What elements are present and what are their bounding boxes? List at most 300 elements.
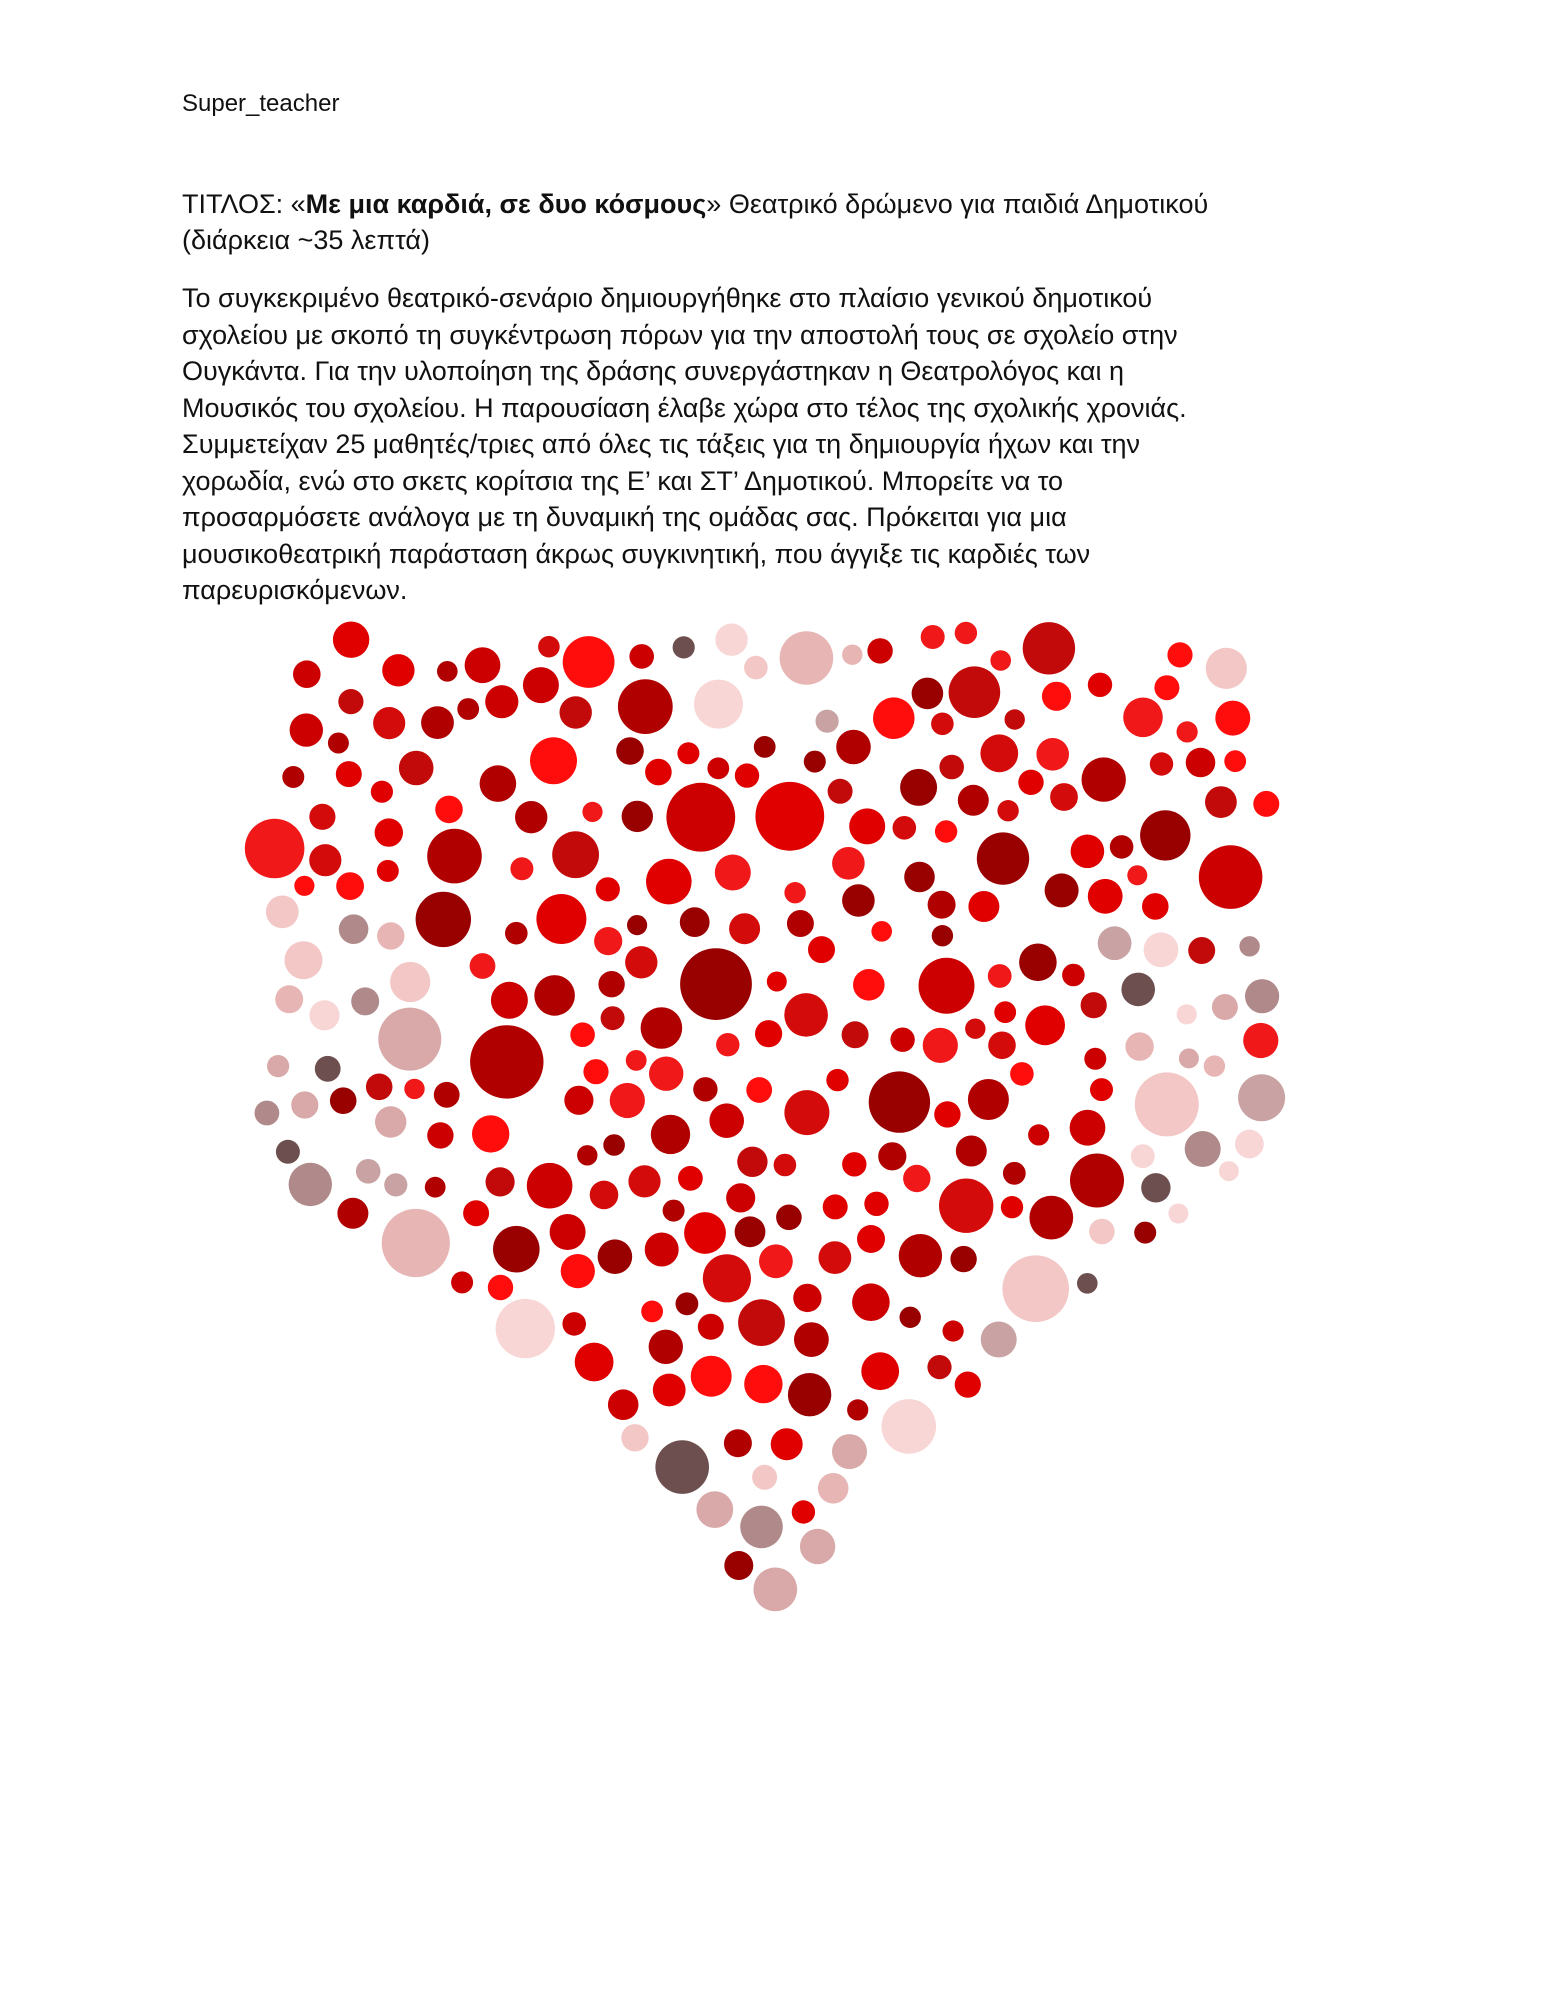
heart-dot — [842, 1152, 866, 1176]
heart-dot — [266, 896, 299, 929]
heart-dot — [1071, 835, 1105, 869]
author-name: Super_teacher — [182, 90, 340, 117]
heart-dot — [336, 872, 364, 900]
heart-dot — [988, 964, 1012, 988]
heart-dot — [744, 656, 768, 680]
heart-dot — [816, 710, 839, 733]
heart-dot — [293, 660, 321, 688]
heart-dot — [480, 765, 517, 802]
heart-dot — [338, 689, 363, 714]
heart-dot — [575, 1343, 614, 1382]
heart-dot — [949, 666, 1001, 718]
heart-dot — [968, 1079, 1009, 1120]
heart-dot — [1023, 622, 1075, 674]
heart-dot — [1243, 1023, 1278, 1058]
heart-dot — [729, 913, 760, 944]
heart-dot — [869, 1071, 930, 1132]
heart-dot — [900, 769, 937, 806]
heart-dot — [873, 697, 915, 739]
heart-dot — [715, 855, 751, 891]
heart-dot — [794, 1322, 829, 1357]
heart-dot — [1140, 810, 1190, 860]
heart-dot — [1003, 1162, 1026, 1185]
heart-dot — [1125, 1032, 1153, 1060]
heart-dot — [375, 818, 403, 846]
heart-dot — [988, 1032, 1016, 1060]
heart-dot — [434, 1082, 460, 1108]
heart-dot — [538, 636, 560, 658]
heart-dot — [1110, 835, 1134, 859]
heart-dot — [351, 987, 379, 1015]
heart-dot — [649, 1057, 683, 1091]
heart-dot — [527, 1163, 573, 1209]
heart-dot — [1018, 770, 1043, 795]
heart-dot — [696, 1491, 733, 1528]
heart-dots-graphic — [180, 620, 1350, 1820]
heart-dot — [315, 1056, 341, 1082]
heart-dot — [282, 766, 304, 788]
heart-dot — [994, 1001, 1016, 1023]
heart-dot — [1121, 973, 1155, 1007]
heart-dot — [867, 638, 892, 663]
heart-dot — [716, 1033, 739, 1056]
heart-dot — [943, 1320, 964, 1341]
heart-dot — [678, 1166, 703, 1191]
heart-dot — [746, 1077, 772, 1103]
heart-dot — [878, 1142, 906, 1170]
heart-dot — [1235, 1130, 1264, 1159]
heart-dot — [1177, 721, 1198, 742]
heart-dot — [1082, 757, 1126, 801]
heart-dot — [788, 1373, 831, 1416]
heart-dot — [435, 796, 463, 824]
heart-dot — [560, 696, 592, 728]
heart-dot — [923, 1028, 958, 1063]
heart-dot — [267, 1055, 289, 1077]
heart-dot — [928, 891, 956, 919]
heart-dot — [594, 927, 622, 955]
heart-dot — [1245, 979, 1279, 1013]
heart-dot — [808, 936, 835, 963]
heart-dot — [864, 1192, 888, 1216]
intro-line: χορωδία, ενώ στο σκετς κορίτσια της Ε’ και ΣΤ’ Δημοτικού. Μπορείτε να το — [182, 465, 1064, 496]
heart-dot — [1206, 648, 1247, 689]
heart-dot — [735, 763, 759, 787]
heart-dot — [666, 783, 735, 852]
heart-dot — [1238, 1074, 1285, 1121]
heart-dot — [903, 1165, 930, 1192]
heart-dot — [622, 801, 653, 832]
heart-dot — [899, 1234, 942, 1277]
heart-dot — [1239, 936, 1259, 956]
heart-dot — [1144, 932, 1179, 967]
heart-dot — [1001, 1196, 1023, 1218]
heart-dot — [784, 1090, 829, 1135]
heart-dot — [536, 894, 586, 944]
heart-dot — [1253, 791, 1279, 817]
heart-dot — [1090, 1078, 1113, 1101]
heart-dot — [950, 1246, 976, 1272]
heart-dot — [832, 1434, 867, 1469]
intro-line: Συμμετείχαν 25 μαθητές/τριες από όλες τις τάξεις για τη δημιουργία ήχων και την — [182, 429, 1141, 459]
heart-dot — [842, 1021, 869, 1048]
heart-dot — [641, 1301, 663, 1323]
heart-illustration — [180, 620, 1350, 1820]
heart-dot — [956, 1136, 987, 1167]
heart-dot — [842, 645, 862, 665]
heart-dot — [738, 1299, 785, 1346]
heart-dot — [663, 1200, 685, 1222]
heart-dot — [653, 1374, 686, 1407]
intro-line: μουσικοθεατρική παράσταση άκρως συγκινητική, που άγγιξε τις καρδιές των — [182, 538, 1091, 569]
heart-dot — [919, 958, 975, 1014]
heart-dot — [470, 1025, 543, 1098]
heart-dot — [852, 1283, 890, 1321]
heart-dot — [1135, 1072, 1199, 1136]
heart-dot — [561, 1254, 595, 1288]
heart-dot — [275, 985, 303, 1013]
heart-dot — [1177, 1004, 1197, 1024]
heart-dot — [378, 1008, 441, 1071]
heart-dot — [291, 1091, 318, 1118]
heart-dot — [655, 1440, 709, 1494]
heart-dot — [955, 1372, 981, 1398]
heart-dot — [598, 1239, 633, 1274]
heart-dot — [784, 882, 805, 903]
intro-paragraph — [182, 280, 1292, 609]
heart-dot — [836, 730, 871, 765]
heart-dot — [726, 1183, 755, 1212]
heart-dot — [1098, 926, 1132, 960]
heart-dot — [693, 1077, 717, 1101]
heart-dot — [534, 975, 575, 1016]
heart-dot — [1204, 1055, 1225, 1076]
heart-dot — [754, 736, 776, 758]
heart-dot — [603, 1134, 625, 1156]
intro-line: Ουγκάντα. Για την υλοποίηση της δράσης συνεργάστηκαν η Θεατρολόγος και η — [182, 356, 1124, 386]
heart-dot — [562, 1312, 586, 1336]
heart-dot — [893, 816, 917, 840]
heart-dot — [1123, 698, 1163, 738]
heart-dot — [285, 941, 323, 979]
heart-dot — [530, 737, 577, 784]
heart-dot — [616, 737, 644, 765]
title-duration: (διάρκεια ~35 λεπτά) — [182, 225, 430, 255]
heart-dot — [404, 1079, 424, 1099]
heart-dot — [451, 1271, 473, 1293]
heart-dot — [328, 733, 349, 754]
heart-dot — [626, 1050, 647, 1071]
heart-dot — [912, 678, 944, 710]
heart-dot — [1131, 1144, 1155, 1168]
heart-dot — [931, 713, 954, 736]
heart-dot — [1150, 752, 1173, 775]
heart-dot — [309, 844, 341, 876]
heart-dot — [776, 1205, 802, 1231]
heart-dot — [645, 759, 672, 786]
heart-dot — [649, 1330, 683, 1364]
heart-dot — [1141, 1173, 1170, 1202]
heart-dot — [1028, 1124, 1049, 1145]
heart-dot — [1029, 1196, 1073, 1240]
heart-dot — [577, 1145, 597, 1165]
heart-dot — [437, 661, 458, 682]
heart-dot — [703, 1254, 751, 1302]
heart-dot — [309, 1000, 339, 1030]
heart-dot — [818, 1473, 849, 1504]
heart-dot — [564, 1086, 593, 1115]
heart-dot — [939, 1179, 993, 1233]
heart-dot — [590, 1181, 619, 1210]
heart-dot — [755, 1020, 782, 1047]
heart-dot — [900, 1307, 921, 1328]
heart-dot — [629, 644, 654, 669]
heart-dot — [641, 1007, 683, 1049]
heart-dot — [1050, 783, 1078, 811]
heart-dot — [601, 1006, 625, 1030]
heart-dot — [1224, 750, 1246, 772]
heart-dot — [793, 1284, 821, 1312]
title-line — [182, 186, 1382, 222]
heart-dot — [680, 948, 752, 1020]
heart-dot — [1212, 994, 1238, 1020]
intro-line: Το συγκεκριμένο θεατρικό-σενάριο δημιουργήθηκε στο πλαίσιο γενικού δημοτικού — [182, 283, 1153, 313]
heart-dot — [627, 915, 647, 935]
heart-dot — [421, 706, 454, 739]
heart-dot — [832, 847, 865, 880]
heart-dot — [563, 636, 615, 688]
heart-dot — [1077, 1273, 1098, 1294]
heart-dot — [792, 1500, 815, 1523]
heart-dot — [399, 751, 434, 786]
heart-dot — [488, 1275, 513, 1300]
heart-dot — [784, 993, 828, 1037]
heart-dot — [861, 1352, 899, 1390]
heart-dot — [680, 907, 710, 937]
heart-dot — [1089, 1219, 1115, 1245]
heart-dot — [1134, 1222, 1156, 1244]
heart-dot — [493, 1226, 540, 1273]
heart-dot — [737, 1147, 767, 1177]
heart-dot — [427, 829, 482, 884]
heart-dot — [608, 1389, 639, 1420]
title-prefix: ΤΙΤΛΟΣ: « — [182, 189, 306, 219]
heart-dot — [927, 1355, 951, 1379]
intro-line: Μουσικός του σχολείου. Η παρουσίαση έλαβε χώρα στο τέλος της σχολικής χρονιάς. — [182, 392, 1187, 423]
heart-dot — [457, 698, 479, 720]
heart-dot — [981, 1322, 1017, 1358]
heart-dot — [491, 982, 528, 1019]
heart-dot — [570, 1022, 595, 1047]
heart-dot — [1199, 845, 1263, 909]
heart-dot — [980, 734, 1018, 772]
heart-dot — [618, 679, 673, 734]
heart-dot — [1025, 1005, 1065, 1045]
heart-dot — [610, 1083, 645, 1118]
heart-dot — [857, 1225, 885, 1253]
heart-dot — [752, 1465, 777, 1490]
heart-dot — [1081, 992, 1107, 1018]
heart-dot — [921, 625, 945, 649]
heart-dot — [740, 1506, 783, 1549]
heart-dot — [373, 707, 405, 739]
heart-dot — [767, 972, 787, 992]
heart-dot — [882, 1399, 937, 1454]
heart-dot — [677, 742, 699, 764]
heart-dot — [384, 1173, 407, 1196]
heart-dot — [1186, 748, 1216, 778]
title-name: Με μια καρδιά, σε δυο κόσμους — [305, 189, 707, 219]
heart-dot — [505, 922, 528, 945]
heart-dot — [289, 1163, 332, 1206]
heart-dot — [382, 1209, 450, 1277]
intro-line: παρευρισκόμενων. — [182, 575, 408, 605]
heart-dot — [780, 631, 834, 685]
heart-dot — [463, 1200, 489, 1226]
heart-dot — [1045, 873, 1079, 907]
heart-dot — [842, 884, 875, 917]
heart-dot — [1042, 682, 1071, 711]
author-header — [182, 90, 339, 118]
heart-dot — [375, 1106, 406, 1137]
heart-dot — [1168, 1204, 1188, 1224]
intro-line: προσαρμόσετε ανάλογα με τη δυναμική της ομάδας σας. Πρόκειται για μια — [182, 502, 1067, 532]
heart-dot — [465, 647, 501, 683]
heart-dot — [804, 751, 826, 773]
heart-dot — [958, 785, 989, 816]
heart-dot — [552, 831, 599, 878]
heart-dot — [753, 1568, 797, 1612]
intro-line: σχολείου με σκοπό τη συγκέντρωση πόρων για την αποστολή τους σε σχολείο στην — [182, 319, 1178, 350]
heart-dot — [472, 1115, 509, 1152]
heart-dot — [1002, 1255, 1069, 1322]
heart-dot — [997, 800, 1018, 821]
heart-dot — [826, 1069, 848, 1091]
heart-dot — [598, 971, 624, 997]
heart-dot — [755, 782, 824, 851]
heart-dot — [366, 1074, 393, 1101]
heart-dot — [939, 755, 964, 780]
heart-dot — [1088, 673, 1112, 697]
heart-dot — [787, 910, 814, 937]
heart-dot — [485, 685, 518, 718]
heart-dot — [371, 781, 393, 803]
heart-dot — [486, 1167, 515, 1196]
heart-dot — [309, 804, 335, 830]
heart-dot — [724, 1551, 753, 1580]
heart-dot — [932, 925, 953, 946]
heart-dot — [651, 1115, 690, 1154]
heart-dot — [628, 1165, 660, 1197]
heart-dot — [759, 1244, 793, 1278]
heart-dot — [1062, 964, 1085, 987]
heart-dot — [1036, 738, 1069, 771]
heart-dot — [596, 877, 620, 901]
heart-dot — [496, 1299, 555, 1358]
heart-dot — [1088, 879, 1123, 914]
heart-dot — [582, 802, 602, 822]
heart-dot — [1142, 893, 1169, 920]
document-title — [182, 186, 1382, 258]
heart-dot — [333, 622, 369, 658]
heart-dot — [990, 650, 1011, 671]
heart-dot — [694, 680, 743, 729]
heart-dot — [583, 1059, 608, 1084]
heart-dot — [904, 862, 935, 893]
heart-dot — [427, 1122, 453, 1148]
heart-dot — [1179, 1048, 1199, 1068]
heart-dot — [515, 801, 547, 833]
heart-dot — [744, 1365, 782, 1403]
heart-dot — [724, 1429, 752, 1457]
heart-dot — [1084, 1048, 1106, 1070]
heart-dot — [715, 624, 747, 656]
heart-dot — [1010, 1062, 1034, 1086]
heart-dot — [709, 1103, 744, 1138]
heart-dot — [1188, 937, 1215, 964]
heart-dot — [1005, 709, 1025, 729]
heart-dot — [735, 1216, 766, 1247]
heart-dot — [425, 1177, 446, 1198]
heart-dot — [356, 1159, 381, 1184]
heart-dot — [890, 1028, 914, 1052]
heart-dot — [698, 1314, 724, 1340]
heart-dot — [823, 1194, 848, 1219]
heart-dot — [965, 1019, 985, 1039]
heart-dot — [255, 1101, 280, 1126]
heart-dot — [645, 1233, 679, 1267]
title-suffix: » Θεατρικό δρώμενο για παιδιά Δημοτικού — [706, 189, 1209, 219]
heart-dot — [1154, 675, 1179, 700]
heart-dot — [276, 1140, 300, 1164]
heart-dot — [673, 636, 695, 658]
heart-dot — [800, 1529, 835, 1564]
heart-dot — [1070, 1154, 1124, 1208]
heart-dot — [774, 1154, 797, 1177]
heart-dot — [934, 1101, 960, 1127]
heart-dot — [691, 1356, 732, 1397]
heart-dot — [1167, 642, 1192, 667]
heart-dot — [935, 820, 957, 842]
heart-dot — [847, 1399, 868, 1420]
heart-dot — [1070, 1110, 1106, 1146]
heart-dot — [336, 761, 362, 787]
heart-dot — [382, 654, 414, 686]
heart-dot — [290, 713, 323, 746]
heart-dot — [955, 622, 977, 644]
heart-dot — [416, 892, 471, 947]
heart-dot — [339, 914, 369, 944]
heart-dot — [1215, 701, 1250, 736]
heart-dot — [1219, 1161, 1239, 1181]
heart-dot — [377, 922, 404, 949]
heart-dot — [550, 1214, 586, 1250]
heart-dot — [1019, 944, 1057, 982]
heart-dot — [1185, 1131, 1221, 1167]
heart-dot — [707, 757, 729, 779]
heart-dot — [470, 953, 496, 979]
heart-dot — [871, 921, 892, 942]
heart-dot — [390, 962, 430, 1002]
heart-dot — [828, 779, 853, 804]
heart-dot — [853, 969, 885, 1001]
heart-dot — [523, 667, 559, 703]
heart-dot — [625, 946, 657, 978]
heart-dot — [968, 891, 999, 922]
heart-dot — [294, 876, 314, 896]
heart-dot — [977, 832, 1029, 884]
heart-dot — [646, 859, 692, 905]
